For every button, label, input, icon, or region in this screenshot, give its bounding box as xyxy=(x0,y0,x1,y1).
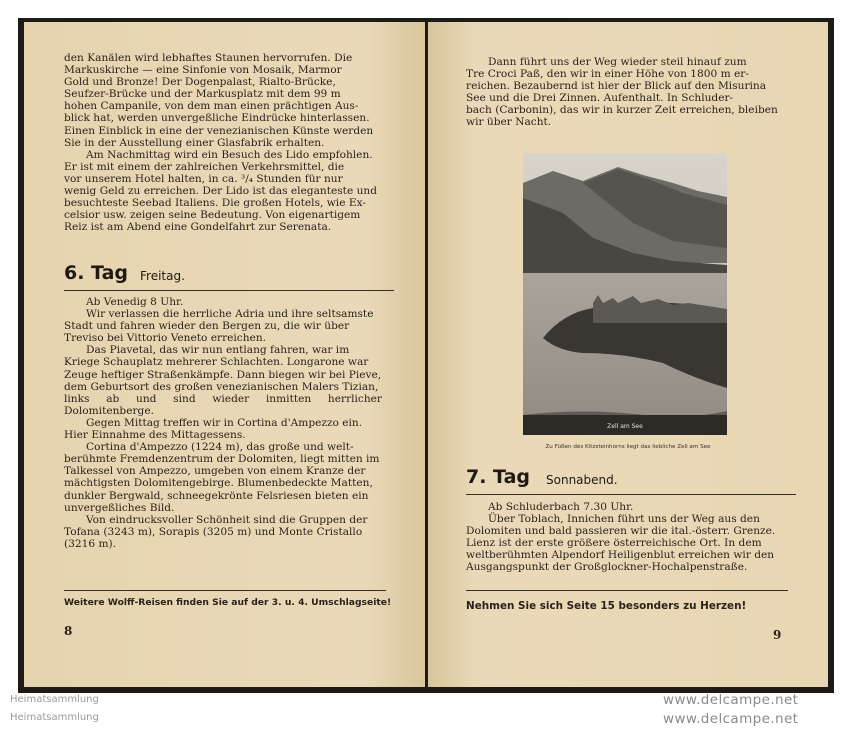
footer-note: Weitere Wolff-Reisen finden Sie auf der 3. u. 4. Umschlagseite! xyxy=(64,597,392,608)
text-line: Am Nachmittag wird ein Besuch des Lido empfohlen. xyxy=(86,148,373,161)
text-line: hohen Campanile, von dem man einen prächtigen Aus- xyxy=(64,100,359,113)
left-page xyxy=(24,22,425,687)
text-line: Sie in der Ausstellung einer Glasfabrik erhalten. xyxy=(64,136,325,149)
left-intro-text xyxy=(64,52,382,233)
footer-note: Nehmen Sie sich Seite 15 besonders zu Herzen! xyxy=(466,600,747,612)
day-name: Sonnabend. xyxy=(546,473,618,487)
right-intro-text xyxy=(466,56,784,129)
page-number: 8 xyxy=(64,624,73,638)
text-line: Hier Einnahme des Mittagessens. xyxy=(64,429,246,442)
text-line: Über Toblach, Innichen führt uns der Weg aus den xyxy=(488,513,760,526)
photo-label: Zell am See xyxy=(607,423,643,430)
text-line: Gegen Mittag treffen wir in Cortina d'Ampezzo ein. xyxy=(86,416,363,429)
text-line: (3216 m). xyxy=(64,537,117,550)
text-line: den Kanälen wird lebhaftes Staunen hervorrufen. Die xyxy=(64,52,353,64)
booklet-spread xyxy=(18,18,834,693)
depart-line: Ab Schluderbach 7.30 Uhr. xyxy=(488,501,634,513)
day-name: Freitag. xyxy=(140,269,185,283)
text-line: blick hat, werden unvergeßliche Eindrücke hinterlassen. xyxy=(64,112,370,125)
text-line: Cortina d'Ampezzo (1224 m), das große und welt- xyxy=(86,441,354,454)
text-line: besuchteste Seebad Italiens. Die großen Hotels, wie Ex- xyxy=(64,197,366,210)
text-line: Dolomiten und bald passieren wir die ital.-österr. Grenze. xyxy=(466,525,776,538)
text-line: reichen. Bezaubernd ist hier der Blick auf den Misurina xyxy=(466,80,767,93)
photo-illustration xyxy=(523,153,727,435)
text-line: Kriege Schauplatz mehrerer Schlachten. Longarone war xyxy=(64,356,369,369)
text-line: See und die Drei Zinnen. Aufenthalt. In Schluder- xyxy=(466,92,734,105)
text-line: wir über Nacht. xyxy=(466,116,552,129)
text-line: berühmte Fremdenzentrum der Dolomiten, liegt mitten im xyxy=(64,453,380,466)
day-6-heading xyxy=(64,260,394,291)
text-line: Markuskirche — eine Sinfonie von Mosaik, Marmor xyxy=(64,64,342,77)
lake-town-photo xyxy=(523,153,727,435)
watermark-text: Heimatsammlung xyxy=(10,694,99,705)
text-line: dunkler Bergwald, schneegekrönte Felsriesen bieten ein xyxy=(64,489,369,502)
text-line: Ausgangspunkt der Großglockner-Hochalpenstraße. xyxy=(466,561,748,574)
text-line: links ab und sind wieder inmitten herrlicher Dolomitenberge. xyxy=(64,392,382,417)
text-line: weltberühmten Alpendorf Heiligenblut erreichen wir den xyxy=(466,549,775,562)
text-line: bach (Carbonin), das wir in kurzer Zeit erreichen, bleiben xyxy=(466,104,778,117)
text-line: Reiz ist am Abend eine Gondelfahrt zur Serenata. xyxy=(64,221,332,234)
text-line: wenig Geld zu erreichen. Der Lido ist das eleganteste und xyxy=(64,185,378,198)
day-6-text xyxy=(64,296,382,550)
photo-caption: Zu Füßen des Kitzsteinhorns liegt das liebliche Zell am See xyxy=(545,444,711,450)
day-number: 7. Tag xyxy=(466,466,530,488)
text-line: Stadt und fahren wieder den Bergen zu, die wir über xyxy=(64,320,350,333)
text-line: Tre Croci Paß, den wir in einer Höhe von 1800 m er- xyxy=(466,68,749,81)
text-line: Gold und Bronze! Der Dogenpalast, Rialto-Brücke, xyxy=(64,76,336,89)
text-line: Das Piavetal, das wir nun entlang fahren, war im xyxy=(86,344,350,357)
text-line: Dann führt uns der Weg wieder steil hinauf zum xyxy=(488,56,747,68)
day-7-heading xyxy=(466,464,796,495)
watermark-text: www.delcampe.net xyxy=(663,711,799,727)
day-number: 6. Tag xyxy=(64,262,128,284)
depart-line: Ab Venedig 8 Uhr. xyxy=(86,296,184,308)
text-line: Talkessel von Ampezzo, umgeben von einem Kranze der xyxy=(64,465,366,478)
text-line: Von eindrucksvoller Schönheit sind die Gruppen der xyxy=(86,513,368,526)
day-7-text xyxy=(466,501,784,574)
text-line: Seufzer-Brücke und der Markusplatz mit dem 99 m xyxy=(64,88,341,101)
text-line: Wir verlassen die herrliche Adria und ihre seltsamste xyxy=(86,308,374,321)
footer-rule xyxy=(64,590,386,591)
footer-rule xyxy=(466,590,788,591)
text-line: Treviso bei Vittorio Veneto erreichen. xyxy=(64,332,267,345)
text-line: Tofana (3243 m), Sorapis (3205 m) und Monte Cristallo xyxy=(64,525,363,538)
text-line: Zeuge heftiger Straßenkämpfe. Dann biegen wir bei Pieve, xyxy=(64,368,382,381)
text-line: Lienz ist der erste größere österreichische Ort. In dem xyxy=(466,537,762,550)
text-line: vor unserem Hotel halten, in ca. ³/₄ Stunden für nur xyxy=(64,172,343,185)
watermark-text: Heimatsammlung xyxy=(10,712,99,723)
page-number: 9 xyxy=(773,628,782,642)
right-page xyxy=(428,22,828,687)
text-line: dem Geburtsort des großen venezianischen Malers Tizian, xyxy=(64,380,379,393)
text-line: unvergeßliches Bild. xyxy=(64,501,175,514)
text-line: Einen Einblick in eine der venezianischen Künste werden xyxy=(64,124,374,137)
text-line: celsior usw. zeigen seine Bedeutung. Von eigenartigem xyxy=(64,209,361,222)
text-line: Er ist mit einem der zahlreichen Verkehrsmittel, die xyxy=(64,160,345,173)
text-line: mächtigsten Dolomitengebirge. Blumenbedeckte Matten, xyxy=(64,477,373,490)
watermark-text: www.delcampe.net xyxy=(663,692,799,708)
